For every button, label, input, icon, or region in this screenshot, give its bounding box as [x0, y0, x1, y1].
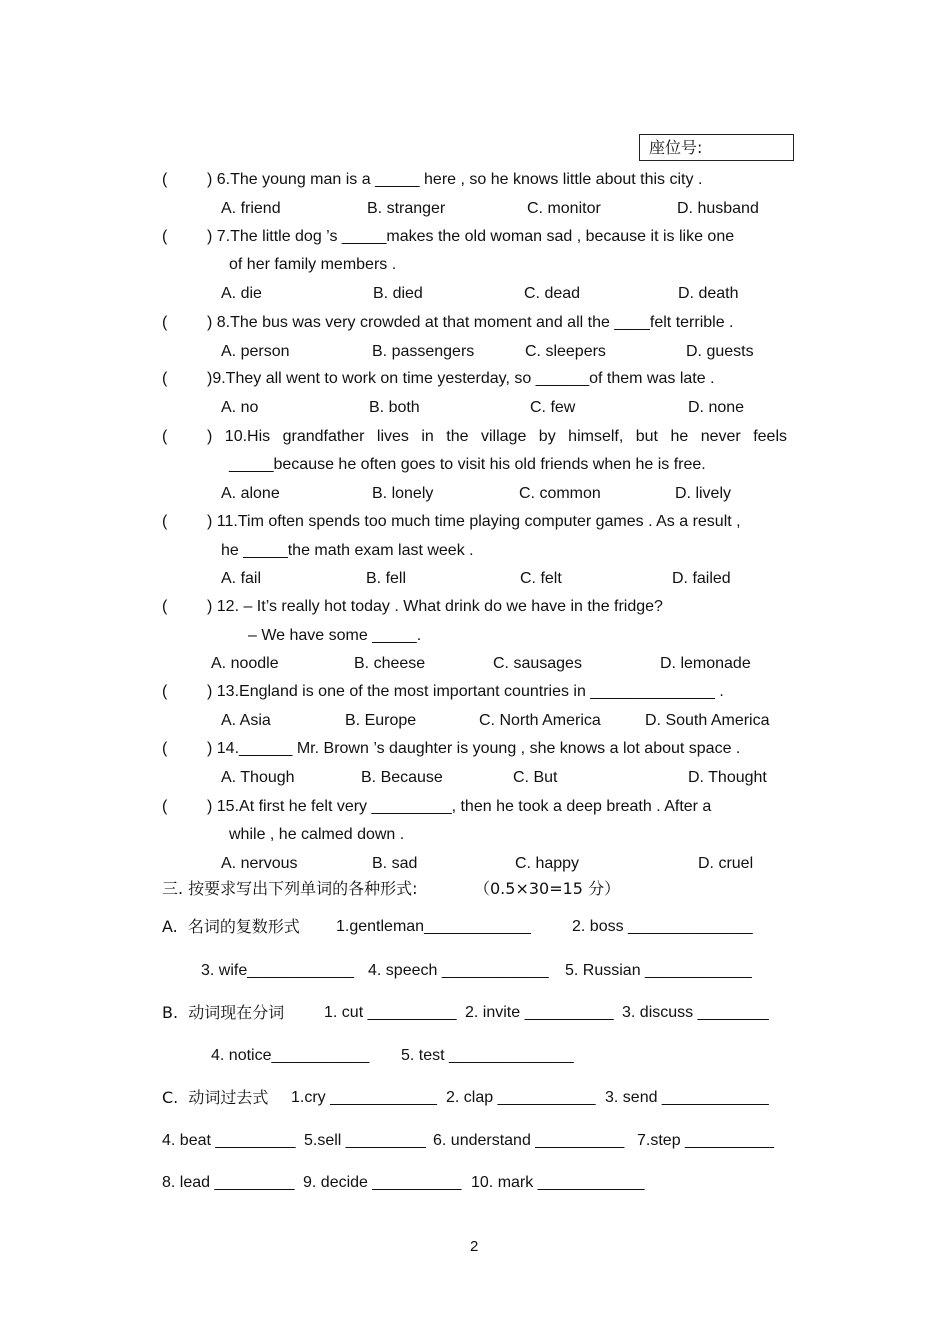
- blank-item: 4. speech ____________: [368, 962, 549, 979]
- blank-item: 4. beat _________: [162, 1132, 296, 1149]
- answer-paren: (: [162, 370, 168, 387]
- blank-item: 7.step __________: [637, 1132, 775, 1149]
- blank-item: 3. send ____________: [605, 1089, 769, 1106]
- option: B. sad: [372, 855, 418, 872]
- option: A. nervous: [221, 855, 298, 872]
- answer-paren: (: [162, 171, 168, 188]
- question-stem: ) 13.England is one of the most important countries in ______________ .: [207, 683, 724, 700]
- blank-item: 3. wife____________: [201, 962, 355, 979]
- option: A. person: [221, 343, 290, 360]
- answer-paren: (: [162, 513, 168, 530]
- seat-number-box: [639, 134, 794, 161]
- option: A. friend: [221, 200, 281, 217]
- option: C. happy: [515, 855, 580, 872]
- option: C. North America: [479, 712, 601, 729]
- question-stem: ) 14.______ Mr. Brown ’s daughter is young , she knows a lot about space .: [207, 740, 741, 757]
- option: C. common: [519, 485, 601, 502]
- question-stem: ) 7.The little dog ’s _____makes the old woman sad , because it is like one: [207, 228, 735, 245]
- option: B. both: [369, 399, 420, 416]
- answer-paren: (: [162, 683, 168, 700]
- blank-item: 2. clap ___________: [446, 1089, 596, 1106]
- option: D. failed: [672, 570, 731, 587]
- option: A. die: [221, 285, 262, 302]
- question-stem: )9.They all went to work on time yesterday, so ______of them was late .: [207, 370, 715, 387]
- blank-item: 9. decide __________: [303, 1174, 462, 1191]
- question-stem-cont: of her family members .: [229, 256, 397, 273]
- blank-item: 1.gentleman____________: [336, 918, 531, 935]
- blank-item: 5. test ______________: [401, 1047, 574, 1064]
- section-score: （0.5×30=15 分）: [474, 879, 621, 898]
- blank-item: 2. invite __________: [465, 1004, 614, 1021]
- answer-paren: (: [162, 314, 168, 331]
- option: A. Though: [221, 769, 295, 786]
- option: D. guests: [686, 343, 754, 360]
- answer-paren: (: [162, 598, 168, 615]
- option: D. South America: [645, 712, 770, 729]
- seat-number-label: 座位号:: [649, 138, 703, 157]
- option: A. noodle: [211, 655, 279, 672]
- blank-item: 4. notice___________: [211, 1047, 370, 1064]
- option: D. none: [688, 399, 745, 416]
- option: D. lemonade: [660, 655, 751, 672]
- option: D. Thought: [688, 769, 767, 786]
- blank-item: 5. Russian ____________: [565, 962, 752, 979]
- option: B. passengers: [372, 343, 475, 360]
- question-stem-cont: – We have some _____.: [248, 627, 422, 644]
- answer-paren: (: [162, 798, 168, 815]
- option: C. monitor: [527, 200, 601, 217]
- option: B. Europe: [345, 712, 417, 729]
- question-stem: ) 12. – It’s really hot today . What drink do we have in the fridge?: [207, 598, 663, 615]
- option: C. sleepers: [525, 343, 606, 360]
- option: B. fell: [366, 570, 407, 587]
- answer-paren: (: [162, 428, 168, 445]
- blank-item: 5.sell _________: [304, 1132, 426, 1149]
- option: B. Because: [361, 769, 443, 786]
- option: C. dead: [524, 285, 581, 302]
- answer-paren: (: [162, 228, 168, 245]
- blank-item: 10. mark ____________: [471, 1174, 645, 1191]
- blank-item: 6. understand __________: [433, 1132, 625, 1149]
- option: B. died: [373, 285, 423, 302]
- question-stem: ) 10.His grandfather lives in the village by himself, but he never feels: [207, 428, 787, 445]
- option: D. death: [678, 285, 739, 302]
- question-stem: ) 8.The bus was very crowded at that moment and all the ____felt terrible .: [207, 314, 734, 331]
- option: A. Asia: [221, 712, 271, 729]
- page-number: 2: [470, 1238, 479, 1255]
- option: C. sausages: [493, 655, 582, 672]
- part-c-label: C. 动词过去式: [162, 1088, 269, 1107]
- blank-item: 2. boss ______________: [572, 918, 753, 935]
- section-title: 三. 按要求写出下列单词的各种形式:: [162, 879, 418, 898]
- blank-item: 1.cry ____________: [291, 1089, 437, 1106]
- question-stem-cont: _____because he often goes to visit his old friends when he is free.: [229, 456, 706, 473]
- question-stem-cont: he _____the math exam last week .: [221, 542, 474, 559]
- part-a-label: A. 名词的复数形式: [162, 917, 300, 936]
- option: C. few: [530, 399, 576, 416]
- option: B. stranger: [367, 200, 446, 217]
- option: B. lonely: [372, 485, 434, 502]
- blank-item: 3. discuss ________: [622, 1004, 769, 1021]
- option: A. alone: [221, 485, 280, 502]
- answer-paren: (: [162, 740, 168, 757]
- option: D. cruel: [698, 855, 754, 872]
- question-stem-cont: while , he calmed down .: [229, 826, 405, 843]
- option: D. husband: [677, 200, 759, 217]
- option: C. But: [513, 769, 558, 786]
- blank-item: 8. lead _________: [162, 1174, 295, 1191]
- blank-item: 1. cut __________: [324, 1004, 457, 1021]
- option: C. felt: [520, 570, 562, 587]
- option: D. lively: [675, 485, 732, 502]
- option: A. fail: [221, 570, 262, 587]
- question-stem: ) 6.The young man is a _____ here , so he knows little about this city .: [207, 171, 703, 188]
- question-stem: ) 15.At first he felt very _________, then he took a deep breath . After a: [207, 798, 712, 815]
- option: A. no: [221, 399, 259, 416]
- question-stem: ) 11.Tim often spends too much time playing computer games . As a result ,: [207, 513, 741, 530]
- option: B. cheese: [354, 655, 426, 672]
- part-b-label: B. 动词现在分词: [162, 1003, 285, 1022]
